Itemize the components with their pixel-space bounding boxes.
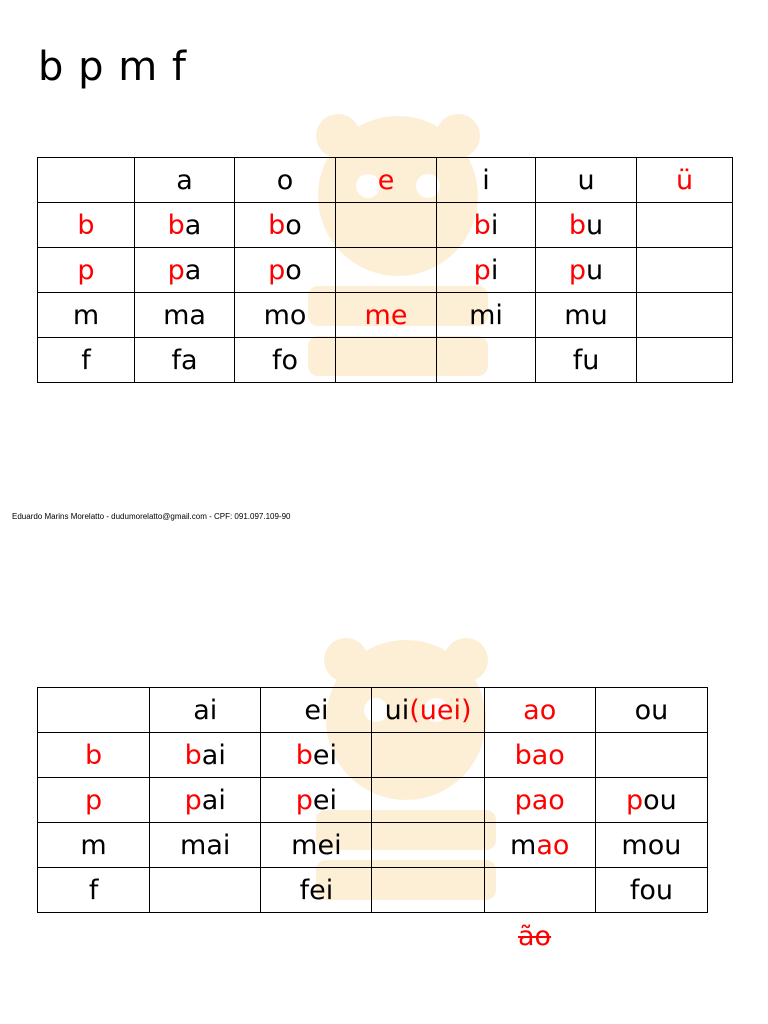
table-row [38,868,708,913]
initial-cell: f [38,338,135,383]
table-cell: pai [150,778,261,823]
table-cell: mao [484,823,595,868]
initial-cell: b [38,203,135,248]
table-cell: pa [135,248,235,293]
table-bpmf-compound-finals [37,687,708,913]
table-cell [38,688,150,733]
initial-cell: m [38,293,135,338]
table-header-cell: ui(uei) [372,688,484,733]
table-cell [595,733,707,778]
table-header-cell: i [437,158,536,203]
table-row [38,338,733,383]
table-cell: fu [536,338,637,383]
initial-cell: b [38,733,150,778]
table-cell: mi [437,293,536,338]
struck-out-note: ão [518,921,552,952]
initial-cell: p [38,778,150,823]
table-cell: bai [150,733,261,778]
table-cell: bei [261,733,372,778]
table-cell: fo [235,338,336,383]
table-cell: bo [235,203,336,248]
table-cell [637,338,733,383]
table-cell [336,338,437,383]
table-header-cell: ai [150,688,261,733]
table-header-cell: ei [261,688,372,733]
table-cell: mei [261,823,372,868]
table-cell [637,293,733,338]
page-title: b p m f [38,44,187,90]
table-header-row [38,688,708,733]
initial-cell: f [38,868,150,913]
table-header-row [38,158,733,203]
table-row [38,203,733,248]
table-bpmf-simple-finals [37,157,733,383]
table-cell: bu [536,203,637,248]
table-cell [637,203,733,248]
table-cell: ba [135,203,235,248]
table-cell [150,868,261,913]
initial-cell: m [38,823,150,868]
table-cell [336,203,437,248]
table-cell [637,248,733,293]
table-cell: mai [150,823,261,868]
table-cell: me [336,293,437,338]
table-header-cell: ou [595,688,707,733]
table-cell: pao [484,778,595,823]
table-cell: pei [261,778,372,823]
footer-credit: Eduardo Marins Morelatto - dudumorelatto@gmail.com - CPF: 091.097.109-90 [12,512,291,521]
table-header-cell: a [135,158,235,203]
table-row [38,293,733,338]
table-cell: fou [595,868,707,913]
table-cell [372,778,484,823]
table-header-cell: e [336,158,437,203]
table-header-cell: ü [637,158,733,203]
table-cell: ma [135,293,235,338]
table-header-cell: ao [484,688,595,733]
table-cell: mu [536,293,637,338]
table-cell: bi [437,203,536,248]
table-cell [372,733,484,778]
table-row [38,733,708,778]
table-header-cell: u [536,158,637,203]
table-cell: mou [595,823,707,868]
table-cell: bao [484,733,595,778]
table-cell: fa [135,338,235,383]
table-row [38,248,733,293]
table-cell [336,248,437,293]
table-cell: mo [235,293,336,338]
table-cell: pi [437,248,536,293]
table-row [38,778,708,823]
table-cell: po [235,248,336,293]
table-cell: fei [261,868,372,913]
table-cell [372,823,484,868]
table-row [38,823,708,868]
table-cell [372,868,484,913]
table-cell: pou [595,778,707,823]
initial-cell: p [38,248,135,293]
table-cell [38,158,135,203]
table-cell [484,868,595,913]
table-header-cell: o [235,158,336,203]
table-cell [437,338,536,383]
table-cell: pu [536,248,637,293]
